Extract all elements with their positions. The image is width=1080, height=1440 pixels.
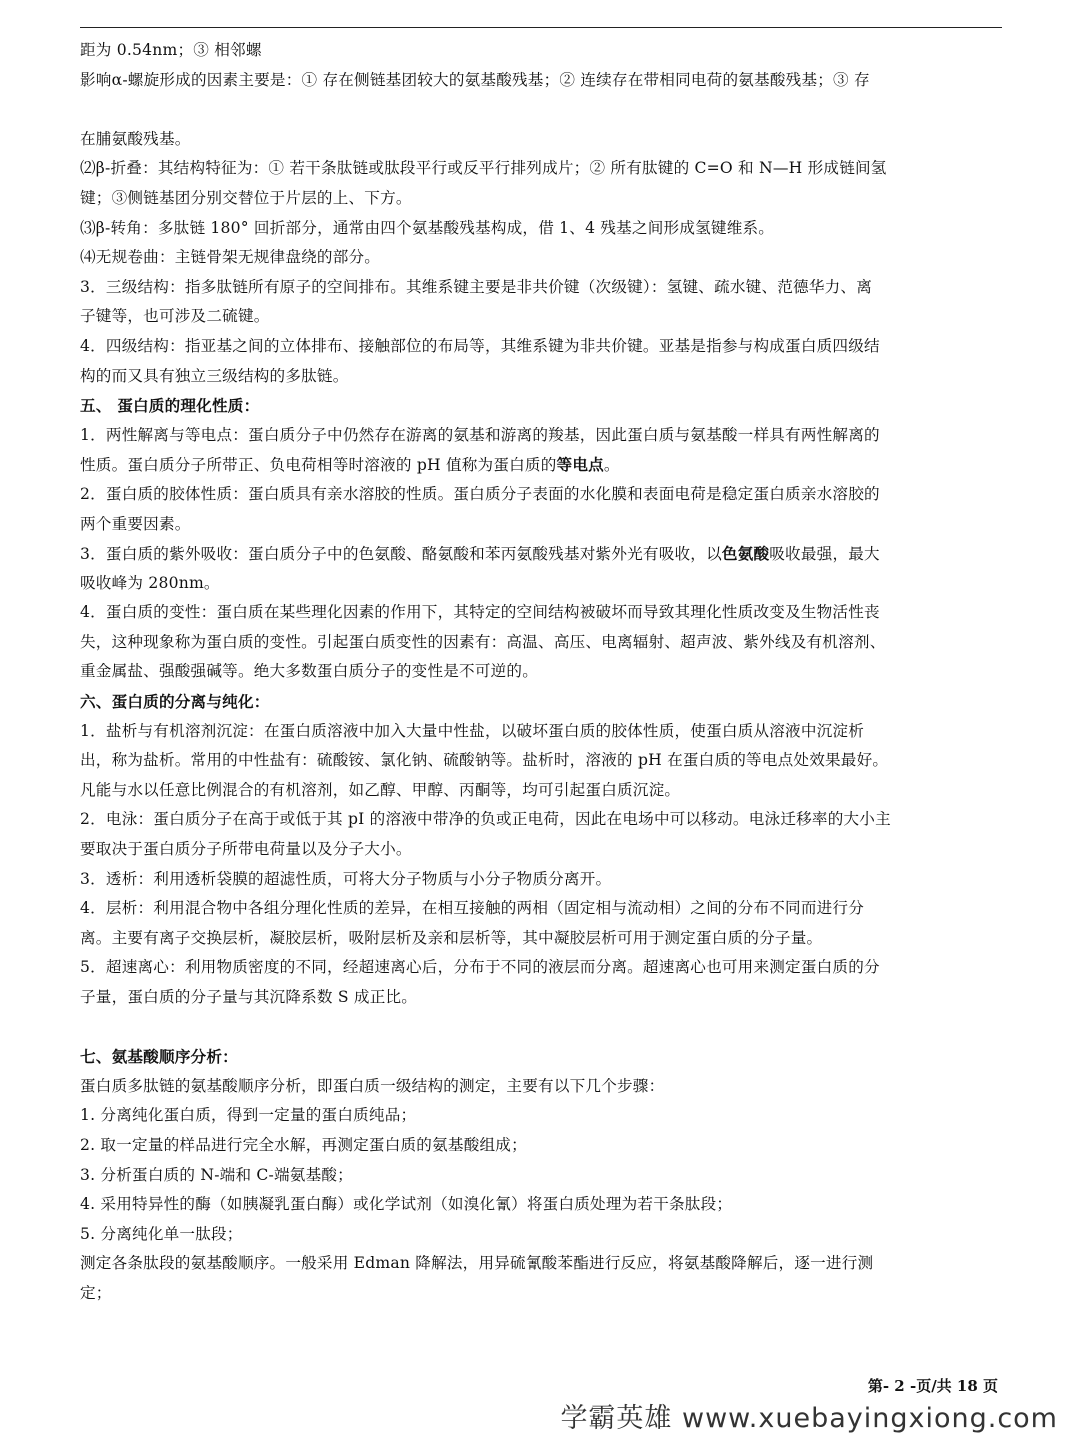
- text-line: ⑵β-折叠：其结构特征为：① 若干条肽链或肽段平行或反平行排列成片；② 所有肽键的 C=O 和 N—H 形成链间氢: [80, 159, 887, 178]
- site-watermark: 学霸英雄 www.xuebayingxiong.com: [560, 1403, 1058, 1434]
- text-line: 4．层析：利用混合物中各组分理化性质的差异，在相互接触的两相（固定相与流动相）之间的分布不同而进行分: [80, 899, 865, 918]
- text-line: 4．四级结构：指亚基之间的立体排布、接触部位的布局等，其维系键为非共价键。亚基是指参与构成蛋白质四级结: [80, 336, 880, 355]
- header-rule: [80, 27, 1002, 28]
- emphasized-term: 色氨酸: [721, 544, 770, 564]
- text-line: 子键等，也可涉及二硫键。: [80, 307, 270, 326]
- blank-line: [80, 1013, 1000, 1043]
- text-line: 距为 0.54nm；③ 相邻螺: [80, 41, 262, 59]
- text-line: 在脯氨酸残基。: [80, 129, 191, 148]
- text-line: 凡能与水以任意比例混合的有机溶剂，如乙醇、甲醇、丙酮等，均可引起蛋白质沉淀。: [80, 780, 681, 799]
- text-line: [80, 539, 1000, 569]
- text-line: 2．电泳：蛋白质分子在高于或低于其 pI 的溶液中带净的负或正电荷，因此在电场中可以移动。电泳迁移率的大小主: [80, 810, 891, 829]
- text-run: 吸收最强，最大: [769, 545, 880, 564]
- text-line: 3．三级结构：指多肽链所有原子的空间排布。其维系键主要是非共价键（次级键）：氢键、疏水键、范德华力、离: [80, 277, 873, 296]
- text-line: 构的而又具有独立三级结构的多肽链。: [80, 366, 349, 385]
- text-line: ⑶β-转角：多肽链 180° 回折部分，通常由四个氨基酸残基构成，借 1、4 残基之间形成氢键维系。: [80, 218, 775, 237]
- text-line: 2．蛋白质的胶体性质：蛋白质具有亲水溶胶的性质。蛋白质分子表面的水化膜和表面电荷是稳定蛋白质亲水溶胶的: [80, 484, 880, 503]
- text-line: 1．盐析与有机溶剂沉淀：在蛋白质溶液中加入大量中性盐，以破坏蛋白质的胶体性质，使蛋白质从溶液中沉淀析: [80, 721, 865, 740]
- text-line: 影响α-螺旋形成的因素主要是：① 存在侧链基团较大的氨基酸残基；② 连续存在带相同电荷的氨基酸残基；③ 存: [80, 70, 870, 89]
- text-line: 4．蛋白质的变性：蛋白质在某些理化因素的作用下，其特定的空间结构被破坏而导致其理化性质改变及生物活性丧: [80, 603, 880, 622]
- section-heading: 五、 蛋白质的理化性质：: [80, 396, 260, 416]
- text-run: 。: [603, 456, 620, 475]
- text-run: 3．蛋白质的紫外吸收：蛋白质分子中的色氨酸、酪氨酸和苯丙氨酸残基对紫外光有吸收，以: [80, 545, 722, 564]
- text-line: 3．透析：利用透析袋膜的超滤性质，可将大分子物质与小分子物质分离开。: [80, 869, 612, 888]
- text-line: 5. 分离纯化单一肽段；: [80, 1224, 243, 1243]
- text-line: 离。主要有离子交换层析，凝胶层析，吸附层析及亲和层析等，其中凝胶层析可用于测定蛋白质的分子量。: [80, 928, 823, 947]
- text-line: 蛋白质多肽链的氨基酸顺序分析，即蛋白质一级结构的测定，主要有以下几个步骤：: [80, 1076, 665, 1095]
- page-number: 第- 2 -页/共 18 页: [867, 1377, 998, 1395]
- text-line: [80, 450, 1000, 480]
- text-line: 1．两性解离与等电点：蛋白质分子中仍然存在游离的氨基和游离的羧基，因此蛋白质与氨基酸一样具有两性解离的: [80, 425, 880, 444]
- section-heading: 七、氨基酸顺序分析：: [80, 1047, 238, 1067]
- text-line: 吸收峰为 280nm。: [80, 573, 220, 592]
- emphasized-term: 等电点: [556, 455, 604, 475]
- text-line: 出，称为盐析。常用的中性盐有：硫酸铵、氯化钠、硫酸钠等。盐析时，溶液的 pH 在蛋白质的等电点处效果最好。: [80, 751, 889, 770]
- text-line: 1. 分离纯化蛋白质，得到一定量的蛋白质纯品；: [80, 1106, 417, 1125]
- text-run: 性质。蛋白质分子所带正、负电荷相等时溶液的 pH 值称为蛋白质的: [80, 456, 557, 475]
- text-line: 要取决于蛋白质分子所带电荷量以及分子大小。: [80, 840, 412, 859]
- text-line: 5．超速离心：利用物质密度的不同，经超速离心后，分布于不同的液层而分离。超速离心也可用来测定蛋白质的分: [80, 958, 880, 977]
- section-heading: 六、蛋白质的分离与纯化：: [80, 692, 270, 712]
- document-body: [80, 36, 1000, 1309]
- text-line: 定；: [80, 1283, 112, 1302]
- text-line: 两个重要因素。: [80, 514, 191, 533]
- blank-line: [80, 95, 1000, 125]
- text-line: 子量，蛋白质的分子量与其沉降系数 S 成正比。: [80, 988, 418, 1006]
- text-line: 4. 采用特异性的酶（如胰凝乳蛋白酶）或化学试剂（如溴化氰）将蛋白质处理为若干条肽段；: [80, 1195, 733, 1214]
- text-line: 失，这种现象称为蛋白质的变性。引起蛋白质变性的因素有：高温、高压、电离辐射、超声波、紫外线及有机溶剂、: [80, 632, 886, 651]
- text-line: 键；③侧链基团分别交替位于片层的上、下方。: [80, 188, 412, 207]
- text-line: 重金属盐、强酸强碱等。绝大多数蛋白质分子的变性是不可逆的。: [80, 662, 539, 681]
- text-line: 3. 分析蛋白质的 N-端和 C-端氨基酸；: [80, 1165, 353, 1184]
- text-line: 测定各条肽段的氨基酸顺序。一般采用 Edman 降解法，用异硫氰酸苯酯进行反应，将氨基酸降解后，逐一进行测: [80, 1254, 874, 1273]
- text-line: ⑷无规卷曲：主链骨架无规律盘绕的部分。: [80, 248, 381, 267]
- text-line: 2. 取一定量的样品进行完全水解，再测定蛋白质的氨基酸组成；: [80, 1135, 527, 1154]
